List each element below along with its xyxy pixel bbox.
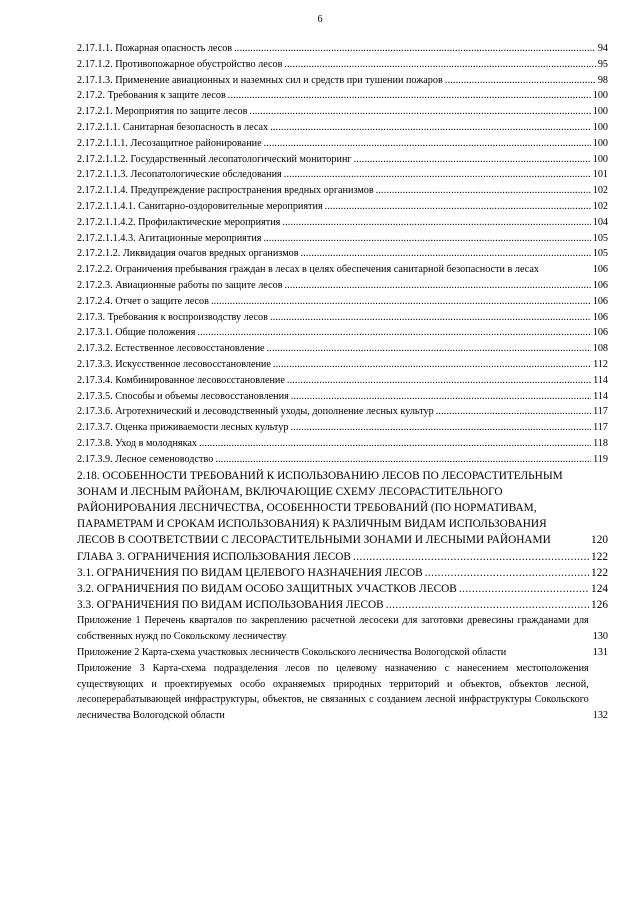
toc-entry-page: 132	[592, 710, 608, 722]
toc-entry-page: 101	[592, 169, 608, 181]
leader-dots	[234, 41, 596, 57]
toc-entry-title: 2.17.2.1.1.1. Лесозащитное районирование	[77, 137, 262, 149]
leader-dots	[249, 104, 590, 120]
toc-entry[interactable]	[77, 231, 608, 247]
toc-entry-title: 3.3. ОГРАНИЧЕНИЯ ПО ВИДАМ ИСПОЛЬЗОВАНИЯ ЛЕСОВ	[77, 599, 384, 612]
leader-dots	[199, 436, 591, 452]
toc-entry-title: 2.17.3.2. Естественное лесовосстановление	[77, 343, 265, 355]
toc-entry-title: 2.17.3.6. Агротехнический и лесоводственный уходы, дополнение лесных культур	[77, 406, 434, 418]
toc-entry-page: 126	[591, 599, 608, 612]
toc-entry[interactable]	[77, 341, 608, 357]
toc-entry[interactable]	[77, 262, 608, 278]
page-number: 6	[317, 14, 323, 25]
toc-entry[interactable]	[77, 215, 608, 231]
toc-entry-page: 114	[593, 390, 608, 402]
leader-dots	[285, 278, 591, 294]
toc-entry-page: 106	[592, 311, 608, 323]
toc-entry[interactable]	[77, 310, 608, 326]
leader-dots	[267, 341, 591, 357]
toc-entry-title: ГЛАВА 3. ОГРАНИЧЕНИЯ ИСПОЛЬЗОВАНИЯ ЛЕСОВ	[77, 550, 351, 563]
toc-entry-title: Приложение 2 Карта-схема участковых лесничеств Сокольского лесничества Вологодской области	[77, 646, 507, 658]
toc-entry-page: 105	[592, 248, 608, 260]
toc-entry-page: 131	[592, 646, 608, 658]
toc-entry[interactable]	[77, 199, 608, 215]
toc-entry-title: 2.17.3.4. Комбинированное лесовосстановление	[77, 374, 285, 386]
toc-entry[interactable]	[77, 136, 608, 152]
leader-dots	[263, 231, 590, 247]
toc-entry[interactable]	[77, 325, 608, 341]
toc-entry-page: 100	[592, 90, 608, 102]
toc-entry-title: 2.17.3.9. Лесное семеноводство	[77, 453, 214, 465]
leader-dots	[197, 325, 590, 341]
toc-entry-page: 106	[592, 264, 608, 276]
toc-entry-page: 122	[591, 566, 608, 579]
leader-dots	[284, 57, 595, 73]
toc-entry-appendix[interactable]	[77, 613, 608, 645]
toc-entry[interactable]	[77, 57, 608, 73]
toc-entry-page: 124	[591, 582, 608, 595]
toc-entry-title: Приложение 3 Карта-схема подразделения лесов по целевому назначению с нанесением местоположения существующих и проектируемых особо охраняемых природных территорий и объектов, объектов лесной, лесоперерабатывающей инфраструктуры, объектов, не связанных с созданием лесной инфраструктуры Сокольского лесничества Вологодской области	[77, 662, 589, 722]
toc-entry-title: 2.17.3.7. Оценка приживаемости лесных культур	[77, 422, 289, 434]
toc-entry-page: 122	[591, 550, 608, 563]
toc-entry-title: 2.17.2.1.1.4. Предупреждение распространения вредных организмов	[77, 185, 374, 197]
toc-entry-title: 2.17.2.1.1. Санитарная безопасность в лесах	[77, 121, 269, 133]
leader-dots	[287, 373, 591, 389]
toc-entry-page: 114	[593, 374, 608, 386]
leader-dots	[445, 73, 596, 89]
toc-entry-title: 3.2. ОГРАНИЧЕНИЯ ПО ВИДАМ ОСОБО ЗАЩИТНЫХ УЧАСТКОВ ЛЕСОВ	[77, 582, 457, 595]
toc-entry-section[interactable]	[77, 581, 608, 597]
toc-entry[interactable]	[77, 278, 608, 294]
toc-entry-title: 2.17.2.2. Ограничения пребывания граждан в лесах в целях обеспечения санитарной безопасности в лесах	[77, 264, 540, 276]
toc-entry-page: 105	[592, 232, 608, 244]
toc-entry-page: 106	[592, 279, 608, 291]
leader-dots	[425, 565, 589, 581]
toc-entry-page: 100	[592, 121, 608, 133]
toc-entry-section[interactable]	[77, 549, 608, 565]
toc-entry[interactable]	[77, 73, 608, 89]
toc-entry-page: 112	[593, 358, 608, 370]
leader-dots	[264, 136, 591, 152]
toc-entry[interactable]	[77, 357, 608, 373]
table-of-contents	[77, 41, 608, 724]
toc-entry-page: 102	[592, 200, 608, 212]
toc-entry-title: 2.18. ОСОБЕННОСТИ ТРЕБОВАНИЙ К ИСПОЛЬЗОВАНИЮ ЛЕСОВ ПО ЛЕСОРАСТИТЕЛЬНЫМ ЗОНАМ И ЛЕСНЫМ РАЙОНАМ, ВКЛЮЧАЮЩИЕ СХЕМУ ЛЕСОРАСТИТЕЛЬНОГО РАЙОНИРОВАНИЯ ЛЕСНИЧЕСТВА, ОСОБЕННОСТИ ТРЕБОВАНИЙ (ПО НОРМАТИВАМ, ПАРАМЕТРАМ И СРОКАМ ИСПОЛЬЗОВАНИЯ) К РАЗЛИЧНЫМ ВИДАМ ИСПОЛЬЗОВАНИЯ ЛЕСОВ В СООТВЕТСТВИИ С ЛЕСОРАСТИТЕЛЬНЫМИ ЗОНАМИ И ЛЕСНЫМИ РАЙОНАМИ	[77, 469, 563, 547]
toc-entry[interactable]	[77, 183, 608, 199]
toc-entry-page: 98	[597, 74, 608, 86]
leader-dots	[215, 452, 591, 468]
toc-entry[interactable]	[77, 452, 608, 468]
toc-entry-title: 2.17.2.1.1.2. Государственный лесопатологический мониторинг	[77, 153, 352, 165]
leader-dots	[284, 167, 591, 183]
leader-dots	[325, 199, 591, 215]
toc-entry-page: 106	[592, 295, 608, 307]
toc-entry[interactable]	[77, 167, 608, 183]
toc-entry-appendix[interactable]	[77, 645, 608, 661]
leader-dots	[228, 88, 591, 104]
toc-entry[interactable]	[77, 246, 608, 262]
toc-entry-title: 2.17.2.1.1.3. Лесопатологические обследования	[77, 169, 282, 181]
toc-entry-title: Приложение 1 Перечень кварталов по закреплению расчетной лесосеки для заготовки древесины гражданами для собственных нужд по Сокольскому лесничеству	[77, 615, 589, 643]
toc-entry[interactable]	[77, 120, 608, 136]
toc-entry-title: 2.17.1.1. Пожарная опасность лесов	[77, 43, 233, 54]
leader-dots	[282, 215, 590, 231]
toc-entry-title: 2.17.2. Требования к защите лесов	[77, 90, 226, 102]
toc-entry-page: 106	[592, 327, 608, 339]
toc-entry-page: 104	[592, 216, 608, 228]
toc-entry-title: 2.17.3.1. Общие положения	[77, 327, 196, 339]
toc-entry-title: 2.17.3. Требования к воспроизводству лесов	[77, 311, 268, 323]
toc-entry-page: 119	[593, 453, 608, 465]
toc-entry[interactable]	[77, 436, 608, 452]
toc-entry[interactable]	[77, 104, 608, 120]
toc-entry[interactable]	[77, 152, 608, 168]
toc-entry-page: 100	[592, 137, 608, 149]
toc-entry-title: 2.17.1.3. Применение авиационных и наземных сил и средств при тушении пожаров	[77, 74, 443, 86]
leader-dots	[376, 183, 591, 199]
toc-entry-page: 118	[593, 437, 608, 449]
leader-dots	[291, 389, 591, 405]
toc-entry-title: 2.17.2.4. Отчет о защите лесов	[77, 295, 209, 307]
toc-entry[interactable]	[77, 373, 608, 389]
toc-entry-page: 94	[597, 43, 608, 54]
toc-entry[interactable]	[77, 420, 608, 436]
toc-entry[interactable]	[77, 41, 608, 57]
leader-dots	[211, 294, 591, 310]
toc-entry-page: 108	[592, 343, 608, 355]
toc-entry-title: 2.17.2.1.2. Ликвидация очагов вредных организмов	[77, 248, 299, 260]
toc-entry-section[interactable]	[77, 468, 608, 549]
toc-entry-page: 130	[592, 631, 608, 643]
leader-dots	[270, 310, 591, 326]
leader-dots	[354, 152, 591, 168]
toc-entry[interactable]	[77, 88, 608, 104]
toc-entry-title: 2.17.2.1.1.4.2. Профилактические мероприятия	[77, 216, 281, 228]
toc-entry[interactable]	[77, 294, 608, 310]
toc-entry-title: 2.17.3.3. Искусственное лесовосстановление	[77, 358, 271, 370]
toc-entry-title: 2.17.3.5. Способы и объемы лесовосстановления	[77, 390, 289, 402]
toc-entry-section[interactable]	[77, 565, 608, 581]
leader-dots	[290, 420, 591, 436]
leader-dots	[270, 120, 591, 136]
toc-entry[interactable]	[77, 404, 608, 420]
leader-dots	[273, 357, 591, 373]
toc-entry-appendix[interactable]	[77, 661, 608, 724]
toc-entry-title: 2.17.1.2. Противопожарное обустройство лесов	[77, 58, 283, 70]
leader-dots	[436, 404, 591, 420]
toc-entry-title: 3.1. ОГРАНИЧЕНИЯ ПО ВИДАМ ЦЕЛЕВОГО НАЗНАЧЕНИЯ ЛЕСОВ	[77, 566, 423, 579]
toc-entry-title: 2.17.2.1. Мероприятия по защите лесов	[77, 106, 248, 118]
toc-entry-section[interactable]	[77, 597, 608, 613]
toc-entry-page: 117	[593, 406, 608, 418]
toc-entry-page: 100	[592, 106, 608, 118]
leader-dots	[301, 246, 591, 262]
leader-dots	[353, 549, 589, 565]
toc-entry-title: 2.17.2.1.1.4.3. Агитационные мероприятия	[77, 232, 262, 244]
toc-entry-title: 2.17.2.1.1.4.1. Санитарно-оздоровительные мероприятия	[77, 200, 323, 212]
toc-entry-title: 2.17.3.8. Уход в молодняках	[77, 437, 198, 449]
leader-dots	[459, 581, 589, 597]
leader-dots	[386, 597, 589, 613]
toc-entry-page: 100	[592, 153, 608, 165]
toc-entry-page: 102	[592, 185, 608, 197]
toc-entry-page: 120	[591, 534, 608, 547]
toc-entry-title: 2.17.2.3. Авиационные работы по защите лесов	[77, 279, 283, 291]
toc-entry-page: 117	[593, 422, 608, 434]
toc-entry-page: 95	[597, 58, 608, 70]
toc-entry[interactable]	[77, 389, 608, 405]
